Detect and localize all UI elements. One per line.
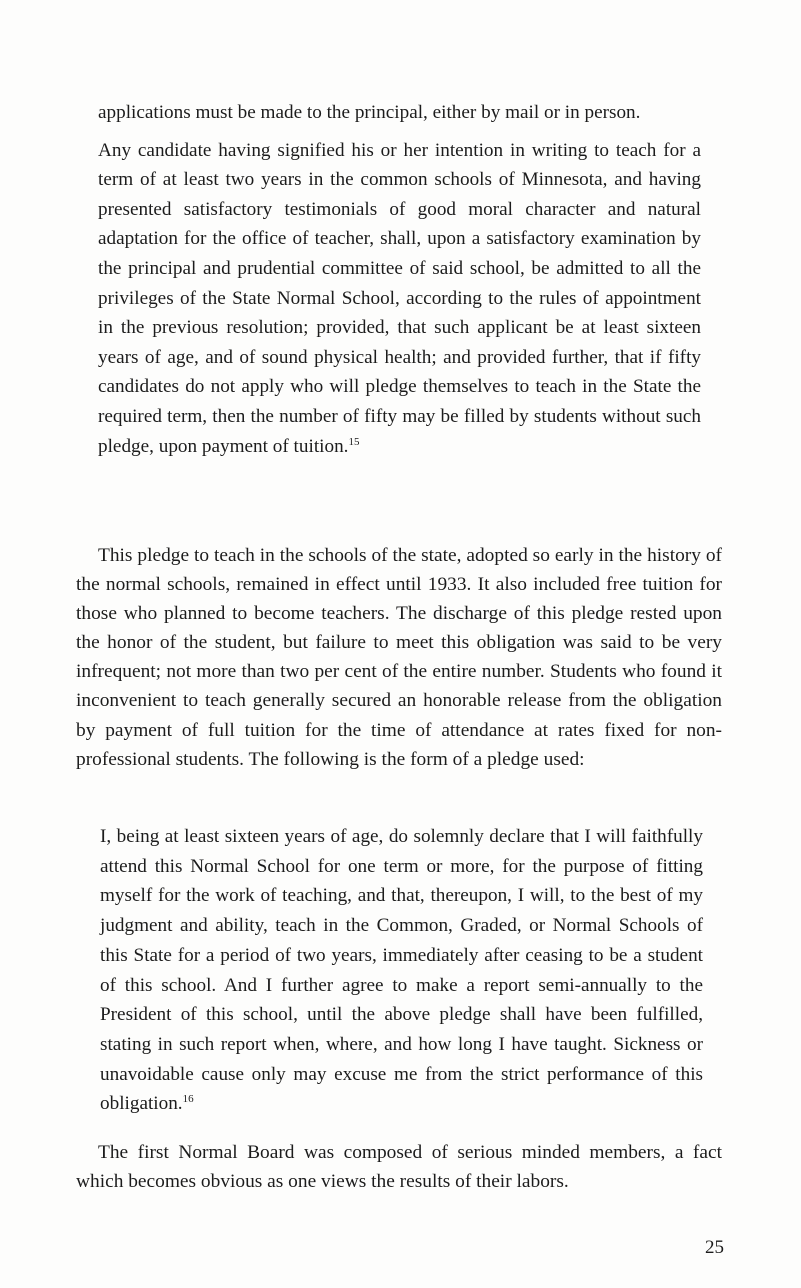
footnote-marker: 16	[182, 1093, 194, 1106]
quote-body-text: Any candidate having signified his or her intention in writing to teach for a term of at least two years in the common schools of Minnesota, and having presented satisfactory testimonials of good moral character and natural adaptation for the office of teacher, shall, upon a satisfactory examination by the principal and prudential committee of said school, be admitted to all the privileges of the State Normal School, according to the rules of appointment in the previous resolution; provided, that such applicant be at least sixteen years of age, and of sound physical health; and provided further, that if fifty candidates do not apply who will pledge themselves to teach in the State the required term, then the number of fifty may be filled by students without such pledge, upon payment of tuition.	[98, 139, 701, 457]
block-quote-2	[100, 822, 703, 1119]
body-paragraph-2	[76, 1138, 722, 1196]
paragraph-text: This pledge to teach in the schools of the state, adopted so early in the history of the normal schools, remained in effect until 1933. It also included free tuition for those who planned to become teachers. The discharge of this pledge rested upon the honor of the student, but failure to meet this obligation was said to be very infrequent; not more than two per cent of the entire number. Students who found it inconvenient to teach generally secured an honorable release from the obligation by payment of full tuition for the time of attendance at rates fixed for non-professional students. The following is the form of a pledge used:	[76, 545, 722, 770]
body-paragraph-1	[76, 541, 722, 774]
page-number: 25	[705, 1237, 724, 1258]
paragraph-text: The first Normal Board was composed of serious minded members, a fact which becomes obvious as one views the results of their labors.	[76, 1142, 722, 1193]
block-quote-1	[98, 98, 701, 461]
footnote-marker: 15	[348, 435, 360, 448]
pledge-body	[100, 822, 703, 1119]
quote-continuation: applications must be made to the principal, either by mail or in person.	[98, 102, 641, 123]
quote-body	[98, 136, 701, 462]
pledge-text: I, being at least sixteen years of age, do solemnly declare that I will faithfully attend this Normal School for one term or more, for the purpose of fitting myself for the work of teaching, and that, thereupon, I will, to the best of my judgment and ability, teach in the Common, Graded, or Normal Schools of this State for a period of two years, immediately after ceasing to be a student of this school. And I further agree to make a report semi-annually to the President of this school, until the above pledge shall have been fulfilled, stating in such report when, where, and how long I have taught. Sickness or unavoidable cause only may excuse me from the strict performance of this obligation.	[100, 826, 703, 1115]
